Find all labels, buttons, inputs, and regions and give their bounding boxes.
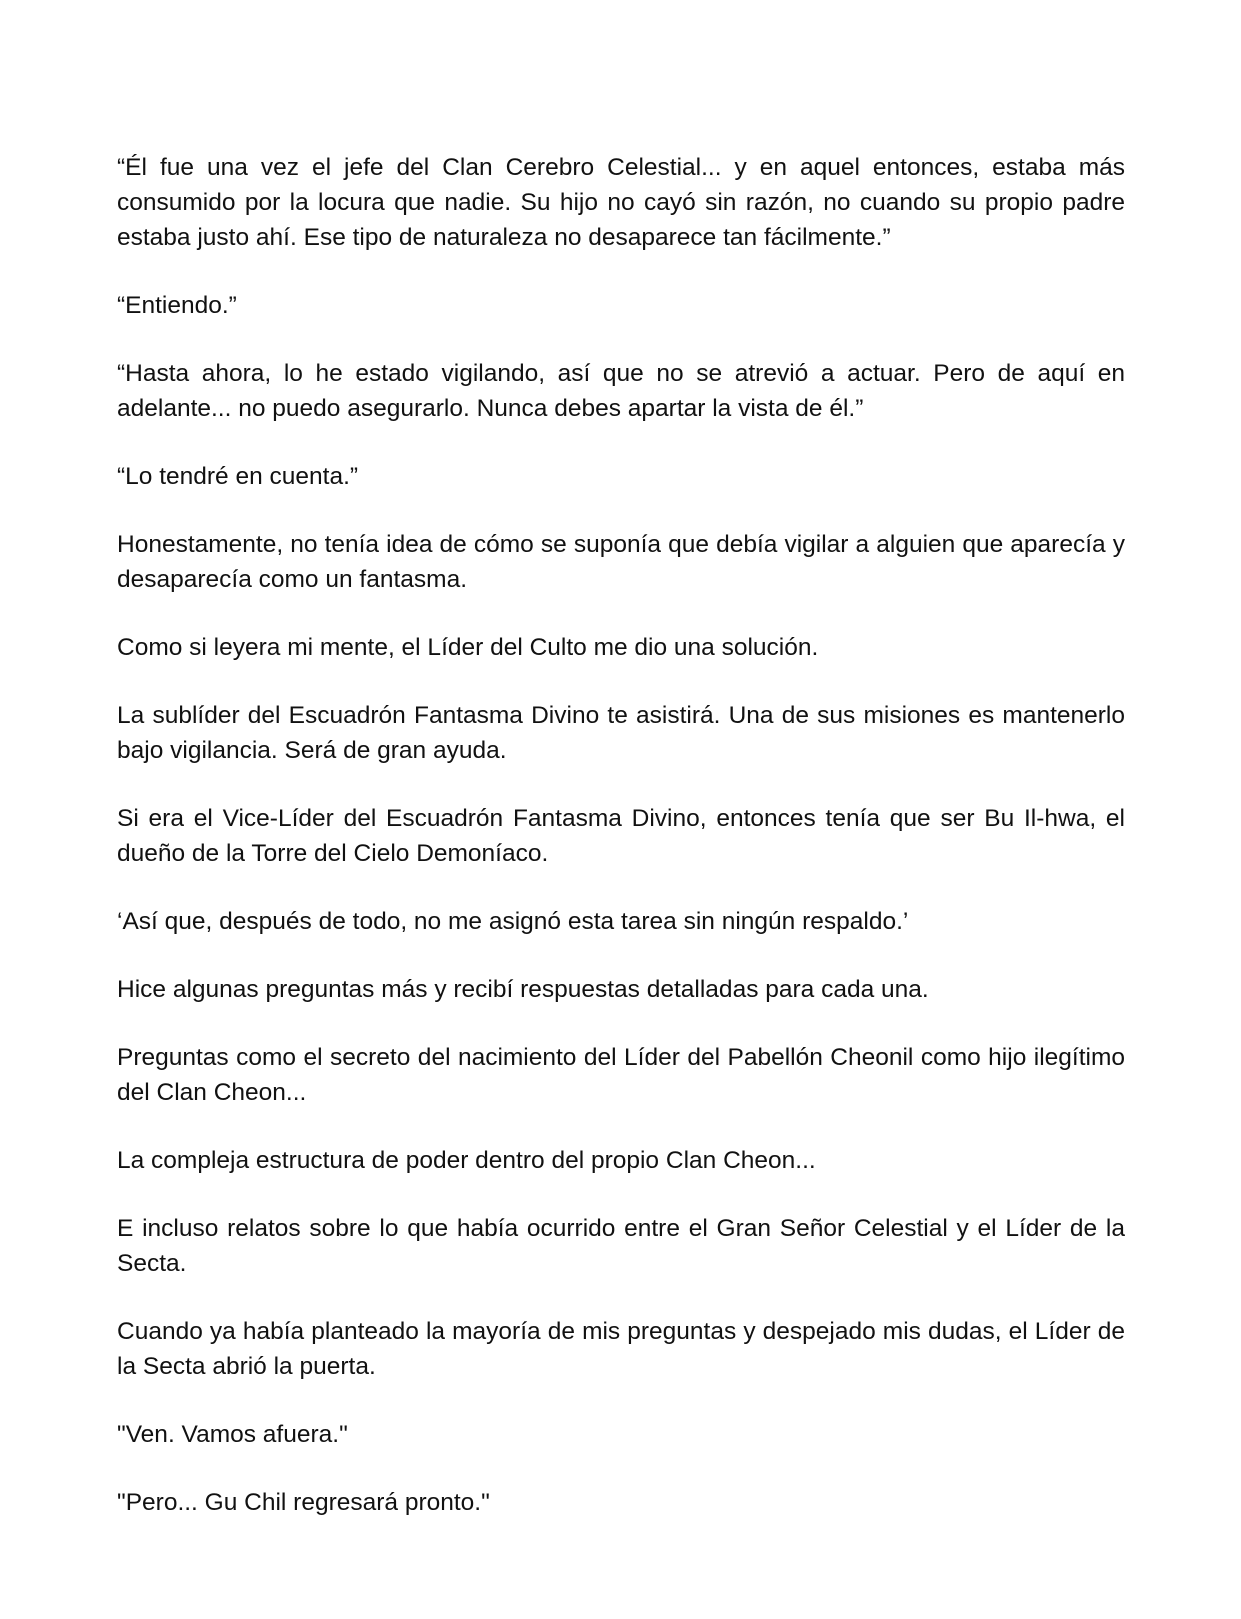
paragraph: “Entiendo.” [117, 292, 237, 319]
paragraph: “Lo tendré en cuenta.” [117, 463, 359, 490]
paragraph: "Ven. Vamos afuera." [117, 1421, 348, 1448]
paragraph: La sublíder del Escuadrón Fantasma Divino te asistirá. Una de sus misiones es mantenerlo bajo vigilancia. Será de gran ayuda. [117, 702, 1125, 764]
paragraph: Cuando ya había planteado la mayoría de mis preguntas y despejado mis dudas, el Líder de la Secta abrió la puerta. [117, 1318, 1125, 1380]
paragraph: La compleja estructura de poder dentro del propio Clan Cheon... [117, 1147, 816, 1174]
paragraph: Si era el Vice-Líder del Escuadrón Fantasma Divino, entonces tenía que ser Bu Il-hwa, el dueño de la Torre del Cielo Demoníaco. [117, 805, 1125, 867]
paragraph: Preguntas como el secreto del nacimiento del Líder del Pabellón Cheonil como hijo ilegítimo del Clan Cheon... [117, 1044, 1125, 1106]
paragraph: ‘Así que, después de todo, no me asignó esta tarea sin ningún respaldo.’ [117, 908, 909, 935]
document-body [117, 150, 1125, 1520]
paragraph: Como si leyera mi mente, el Líder del Culto me dio una solución. [117, 634, 819, 661]
paragraph: Honestamente, no tenía idea de cómo se suponía que debía vigilar a alguien que aparecía y desaparecía como un fantasma. [117, 531, 1125, 593]
paragraph: E incluso relatos sobre lo que había ocurrido entre el Gran Señor Celestial y el Líder de la Secta. [117, 1215, 1125, 1277]
paragraph: Hice algunas preguntas más y recibí respuestas detalladas para cada una. [117, 976, 929, 1003]
paragraph: "Pero... Gu Chil regresará pronto." [117, 1489, 490, 1516]
paragraph: “Él fue una vez el jefe del Clan Cerebro Celestial... y en aquel entonces, estaba más consumido por la locura que nadie. Su hijo no cayó sin razón, no cuando su propio padre estaba justo ahí. Ese tipo de naturaleza no desaparece tan fácilmente.” [117, 154, 1125, 251]
paragraph: “Hasta ahora, lo he estado vigilando, así que no se atrevió a actuar. Pero de aquí en adelante... no puedo asegurarlo. Nunca debes apartar la vista de él.” [117, 360, 1125, 422]
